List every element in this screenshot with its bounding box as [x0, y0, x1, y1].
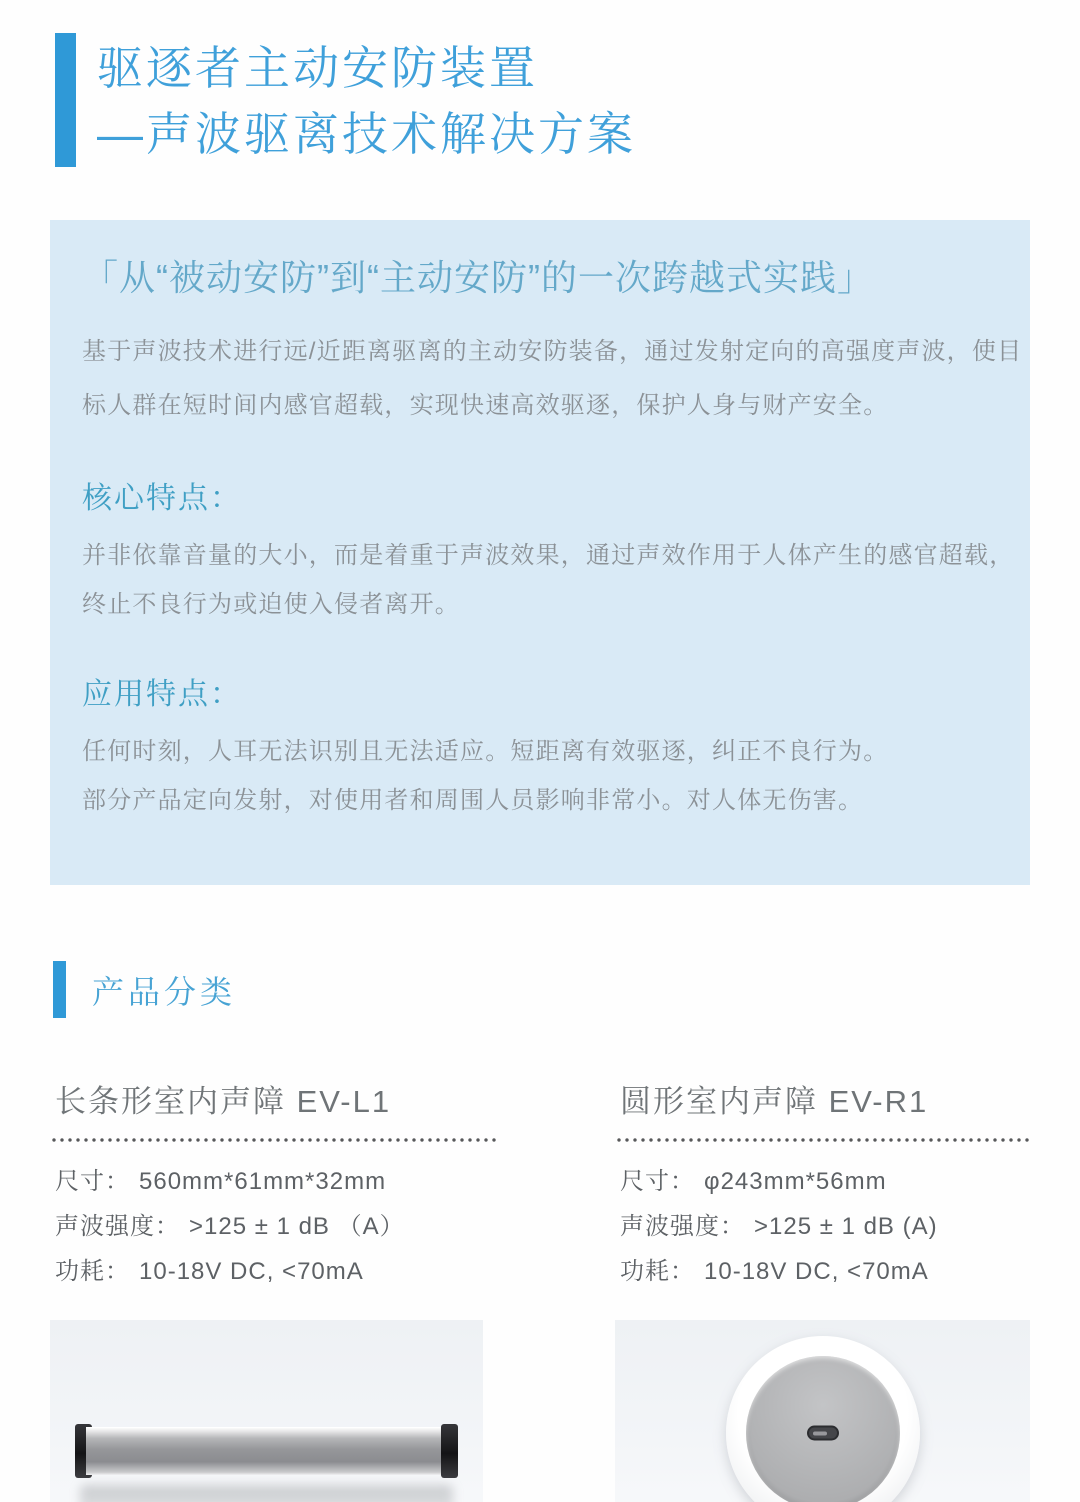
products-section-title: 产品分类	[92, 973, 237, 1010]
core-features-heading: 核心特点：	[82, 482, 242, 515]
page-title	[97, 33, 636, 167]
spec-list-ev-r1	[620, 1159, 1030, 1294]
bar-end-cap-right	[441, 1424, 458, 1478]
page-title-line2: —声波驱离技术解决方案	[97, 108, 636, 160]
application-features-block	[82, 669, 1000, 825]
product-card-ev-r1	[615, 1076, 1030, 1502]
spec-value: >125 ± 1 dB （A）	[189, 1213, 405, 1240]
spec-sound-intensity	[620, 1204, 1030, 1249]
intro-description-line1: 基于声波技术进行远/近距离驱离的主动安防装备，通过发射定向的高强度声波，使目	[82, 338, 1023, 365]
speaker-logo-badge	[807, 1426, 839, 1441]
spec-label: 声波强度：	[620, 1213, 745, 1240]
headline-quote: 「从“被动安防”到“主动安防”的一次跨越式实践」	[82, 257, 874, 298]
title-accent-bar	[55, 33, 76, 167]
dotted-divider	[50, 1137, 500, 1143]
bar-aluminum-body	[86, 1427, 447, 1475]
spec-value: >125 ± 1 dB (A)	[754, 1213, 938, 1240]
doc-header	[55, 33, 1030, 167]
spec-label: 功耗：	[620, 1258, 695, 1285]
product-name-ev-r1: 圆形室内声障 EV-R1	[620, 1084, 929, 1119]
spec-label: 声波强度：	[55, 1213, 180, 1240]
bar-speaker-photo	[50, 1320, 483, 1502]
products-section-header	[53, 961, 1030, 1018]
application-features-line2: 部分产品定向发射，对使用者和周围人员影响非常小。对人体无伤害。	[82, 787, 864, 814]
spec-list-ev-l1	[55, 1159, 500, 1294]
spec-value: 560mm*61mm*32mm	[139, 1168, 387, 1195]
spec-value: 10-18V DC, <70mA	[704, 1258, 929, 1285]
product-card-ev-l1	[50, 1076, 500, 1502]
spec-label: 功耗：	[55, 1258, 130, 1285]
intro-description	[82, 325, 1023, 433]
core-features-block	[82, 473, 1015, 629]
spec-dimensions	[620, 1159, 1030, 1204]
round-speaker-grille	[746, 1356, 900, 1502]
spec-value: 10-18V DC, <70mA	[139, 1258, 364, 1285]
application-features-line1: 任何时刻，人耳无法识别且无法适应。短距离有效驱逐，纠正不良行为。	[82, 738, 889, 765]
round-speaker-photo	[615, 1320, 1030, 1502]
product-grid	[50, 1076, 1030, 1502]
section-accent-bar	[53, 961, 66, 1018]
spec-power	[620, 1249, 1030, 1294]
spec-label: 尺寸：	[55, 1168, 130, 1195]
dotted-divider	[615, 1137, 1030, 1143]
round-speaker-rim	[726, 1336, 920, 1502]
bar-speaker-illustration	[75, 1424, 458, 1478]
core-features-line2: 终止不良行为或迫使入侵者离开。	[82, 591, 460, 618]
intro-panel	[50, 220, 1030, 885]
product-name-ev-l1: 长条形室内声障 EV-L1	[55, 1084, 392, 1119]
spec-value: φ243mm*56mm	[704, 1168, 887, 1195]
spec-power	[55, 1249, 500, 1294]
spec-dimensions	[55, 1159, 500, 1204]
spec-sound-intensity	[55, 1204, 500, 1249]
page-title-line1: 驱逐者主动安防装置	[97, 42, 538, 94]
application-features-heading: 应用特点：	[82, 678, 242, 711]
core-features-line1: 并非依靠音量的大小，而是着重于声波效果，通过声效作用于人体产生的感官超载，	[82, 542, 1015, 569]
bar-reflection	[80, 1485, 453, 1502]
spec-label: 尺寸：	[620, 1168, 695, 1195]
intro-description-line2: 标人群在短时间内感官超载，实现快速高效驱逐，保护人身与财产安全。	[82, 392, 889, 419]
